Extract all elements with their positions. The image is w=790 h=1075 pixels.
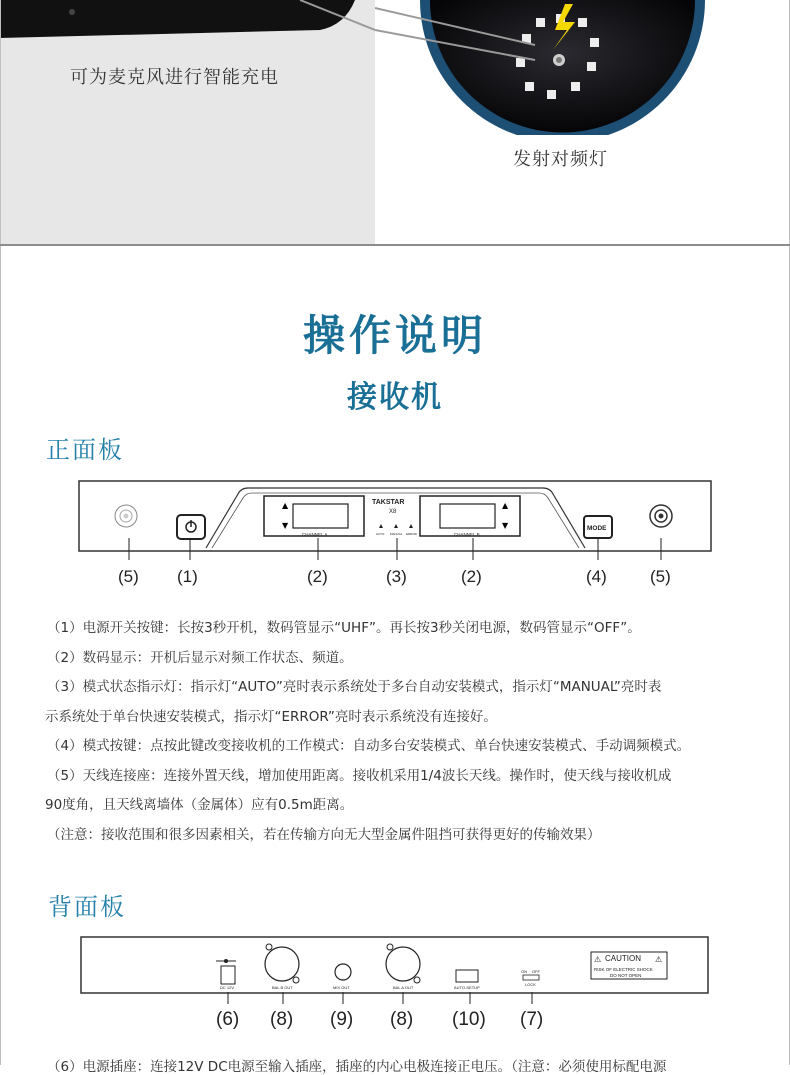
mix-label: MIX OUT xyxy=(333,985,350,990)
callout-5-left: (5) xyxy=(118,567,139,586)
callout-8-right: (8) xyxy=(390,1009,414,1030)
mode-button[interactable] xyxy=(584,516,612,538)
desc-line: （4）模式按键：点按此键改变接收机的工作模式：自动多台安装模式、单台快速安装模式、手动调频模式。 xyxy=(47,738,691,754)
back-callout-ticks xyxy=(80,992,710,1006)
lock-on-label: ON xyxy=(521,969,527,974)
callout-7: (7) xyxy=(520,1009,544,1030)
desc-line: （5）天线连接座：连接外置天线，增加使用距离。接收机采用1/4波长天线。操作时，使天线与接收机成 xyxy=(47,767,672,784)
callout-9: (9) xyxy=(330,1009,354,1030)
svg-text:▲: ▲ xyxy=(502,501,509,510)
desc-line: 90度角，且天线离墙体（金属体）应有0.5m距离。 xyxy=(45,797,354,813)
svg-text:▼: ▼ xyxy=(282,521,289,530)
led-label-error: ERROR xyxy=(406,532,417,536)
desc-line: （3）模式状态指示灯：指示灯“AUTO”亮时表示系统处于多台自动安装模式，指示灯“MANUAL”亮时表 xyxy=(47,679,662,695)
charger-photo-panel xyxy=(0,0,375,245)
section-divider xyxy=(0,244,790,246)
top-photo-section xyxy=(0,0,790,245)
bal-a-label: BAL A OUT xyxy=(393,985,414,990)
led-caption: 发射对频灯 xyxy=(513,149,608,170)
brand-logo: TAKSTAR xyxy=(372,499,405,506)
left-border xyxy=(0,0,1,1065)
channel-a-label: CHANNEL A xyxy=(302,532,328,537)
lock-off-label: OFF xyxy=(532,969,540,974)
mode-button-label: MODE xyxy=(587,525,607,532)
mix-out-jack xyxy=(335,964,351,980)
model-label: X8 xyxy=(389,509,397,515)
caution-title: CAUTION xyxy=(605,954,641,963)
callout-1: (1) xyxy=(177,567,198,586)
front-panel-heading: 正面板 xyxy=(46,436,124,464)
svg-text:▼: ▼ xyxy=(502,521,509,530)
callout-2-right: (2) xyxy=(461,567,482,586)
display-channel-a xyxy=(264,496,364,536)
callout-4: (4) xyxy=(586,567,607,586)
callout-3: (3) xyxy=(386,567,407,586)
caution-line2: DO NOT OPEN xyxy=(610,973,642,978)
callout-5-right: (5) xyxy=(650,567,671,586)
led-label-auto: AUTO xyxy=(376,532,385,536)
auto-setup-button[interactable] xyxy=(456,970,478,982)
front-panel-description xyxy=(47,614,752,850)
svg-text:⚠: ⚠ xyxy=(655,955,663,964)
svg-text:⚠: ⚠ xyxy=(594,955,602,964)
lock-label: LOCK xyxy=(525,982,536,987)
dc-label: DC 12V xyxy=(220,985,235,990)
back-panel-diagram xyxy=(80,936,710,998)
callout-2-left: (2) xyxy=(307,567,328,586)
caution-line1: RISK OF ELECTRIC SHOCK xyxy=(594,967,653,972)
callout-10: (10) xyxy=(452,1009,486,1030)
front-panel-diagram xyxy=(78,480,713,552)
led-label-manual: MANUAL xyxy=(390,532,403,536)
display-channel-b xyxy=(420,496,520,536)
desc-line: （2）数码显示：开机后显示对频工作状态、频道。 xyxy=(47,649,353,666)
charge-caption: 可为麦克风进行智能充电 xyxy=(70,67,279,88)
power-button[interactable] xyxy=(177,515,205,539)
auto-setup-label: AUTO-SETUP xyxy=(454,985,480,990)
callout-6: (6) xyxy=(216,1009,240,1030)
lock-switch[interactable] xyxy=(523,975,539,980)
transmitter-led-image xyxy=(375,0,790,135)
channel-b-label: CHANNEL B xyxy=(454,532,480,537)
svg-text:▲: ▲ xyxy=(282,501,289,510)
page-title: 操作说明 xyxy=(302,311,487,360)
back-panel-heading: 背面板 xyxy=(48,893,126,921)
bal-b-label: BAL B OUT xyxy=(272,985,293,990)
callout-8-left: (8) xyxy=(270,1009,294,1030)
page-subtitle: 接收机 xyxy=(347,380,443,415)
front-callout-ticks xyxy=(78,552,713,562)
charging-cradle-image xyxy=(0,0,375,245)
back-desc-line-partial: （6）电源插座：连接12V DC电源至输入插座，插座的内心电极连接正电压。（注意：必须使用标配电源 xyxy=(47,1059,667,1075)
desc-line: 示系统处于单台快速安装模式，指示灯“ERROR”亮时表示系统没有连接好。 xyxy=(45,708,497,725)
desc-line: （1）电源开关按键：长按3秒开机，数码管显示“UHF”。再长按3秒关闭电源，数码管显示“OFF”。 xyxy=(47,620,641,636)
led-photo-panel xyxy=(375,0,790,245)
desc-line: （注意：接收范围和很多因素相关，若在传输方向无大型金属件阻挡可获得更好的传输效果） xyxy=(47,826,601,843)
